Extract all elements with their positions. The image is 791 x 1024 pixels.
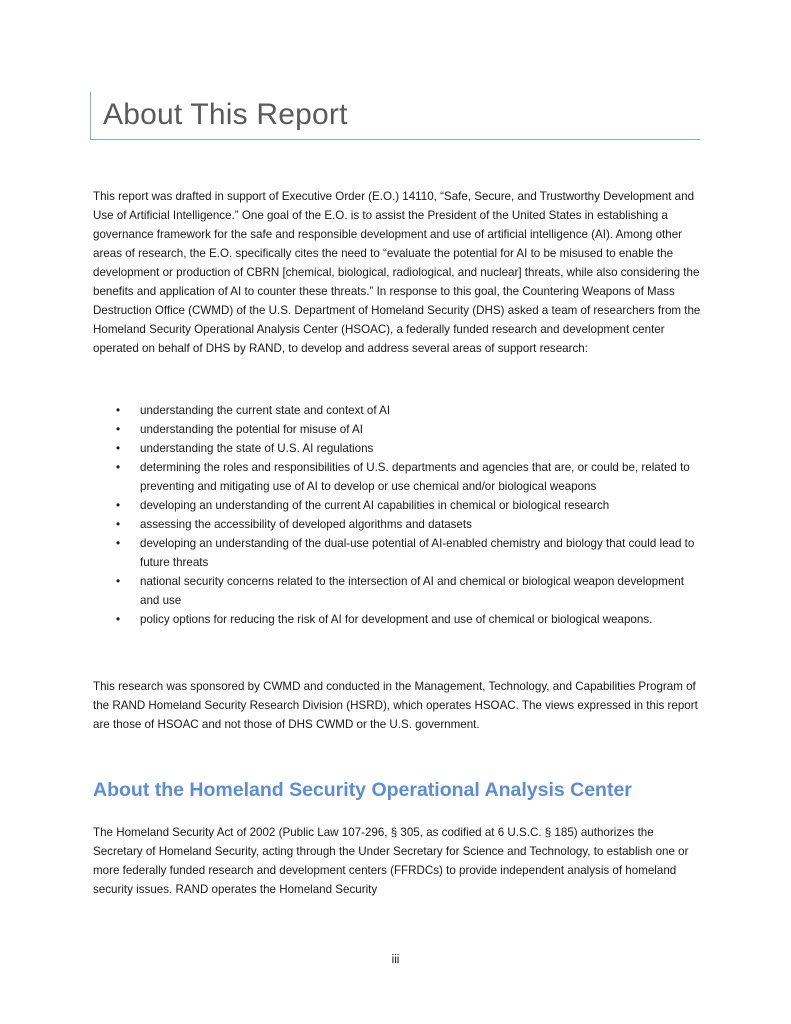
list-item xyxy=(93,420,703,439)
sponsor-paragraph: This research was sponsored by CWMD and conducted in the Management, Technology, and Capabilities Program of the RAND Homeland Security Research Division (HSRD), which operates HSOAC. The views expressed in this report are those of HSOAC and not those of DHS CWMD or the U.S. government. xyxy=(93,680,698,731)
list-item xyxy=(93,534,703,572)
bullet-icon: • xyxy=(116,499,121,512)
list-item-text: understanding the state of U.S. AI regulations xyxy=(140,442,374,455)
page-number: iii xyxy=(391,954,400,966)
section-heading-hsoac: About the Homeland Security Operational Analysis Center xyxy=(93,779,632,801)
bullet-icon: • xyxy=(116,575,121,588)
list-item xyxy=(93,496,703,515)
list-item-text: assessing the accessibility of developed algorithms and datasets xyxy=(140,518,472,531)
list-item xyxy=(93,572,703,610)
list-item-text: policy options for reducing the risk of AI for development and use of chemical or biological weapons. xyxy=(140,613,653,626)
bullet-icon: • xyxy=(116,613,121,626)
bullet-icon: • xyxy=(116,518,121,531)
list-item-text: understanding the current state and context of AI xyxy=(140,404,391,417)
list-item xyxy=(93,401,703,420)
list-item-text: determining the roles and responsibilities of U.S. departments and agencies that are, or could be, related to preventing and mitigating use of AI to develop or use chemical and/or biological weapons xyxy=(140,461,690,493)
list-item xyxy=(93,515,703,534)
list-item xyxy=(93,610,703,629)
list-item xyxy=(93,439,703,458)
bullet-icon: • xyxy=(116,404,121,417)
title-block xyxy=(90,92,700,140)
list-item-text: national security concerns related to the intersection of AI and chemical or biological weapon development and use xyxy=(140,575,684,607)
intro-paragraph: This report was drafted in support of Executive Order (E.O.) 14110, “Safe, Secure, and Trustworthy Development and Use of Artificial Intelligence.” One goal of the E.O. is to assist the President of the United States in establishing a governance framework for the safe and responsible development and use of artificial intelligence (AI). Among other areas of research, the E.O. specifically cites the need to “evaluate the potential for AI to be misused to enable the development or production of CBRN [chemical, biological, radiological, and nuclear] threats, while also considering the benefits and application of AI to counter these threats.” In response to this goal, the Countering Weapons of Mass Destruction Office (CWMD) of the U.S. Department of Homeland Security (DHS) asked a team of researchers from the Homeland Security Operational Analysis Center (HSOAC), a federally funded research and development center operated on behalf of DHS by RAND, to develop and address several areas of support research: xyxy=(93,190,701,355)
bullet-icon: • xyxy=(116,442,121,455)
page-title: About This Report xyxy=(103,98,348,131)
list-item-text: developing an understanding of the current AI capabilities in chemical or biological research xyxy=(140,499,610,512)
bullet-icon: • xyxy=(116,423,121,436)
list-item-text: developing an understanding of the dual-use potential of AI-enabled chemistry and biology that could lead to future threats xyxy=(140,537,695,569)
hsoac-paragraph: The Homeland Security Act of 2002 (Public Law 107-296, § 305, as codified at 6 U.S.C. § 185) authorizes the Secretary of Homeland Security, acting through the Under Secretary for Science and Technology, to establish one or more federally funded research and development centers (FFRDCs) to provide independent analysis of homeland security issues. RAND operates the Homeland Security xyxy=(93,826,689,896)
list-item xyxy=(93,458,703,496)
research-areas-list xyxy=(93,401,703,629)
bullet-icon: • xyxy=(116,461,121,474)
list-item-text: understanding the potential for misuse of AI xyxy=(140,423,363,436)
bullet-icon: • xyxy=(116,537,121,550)
